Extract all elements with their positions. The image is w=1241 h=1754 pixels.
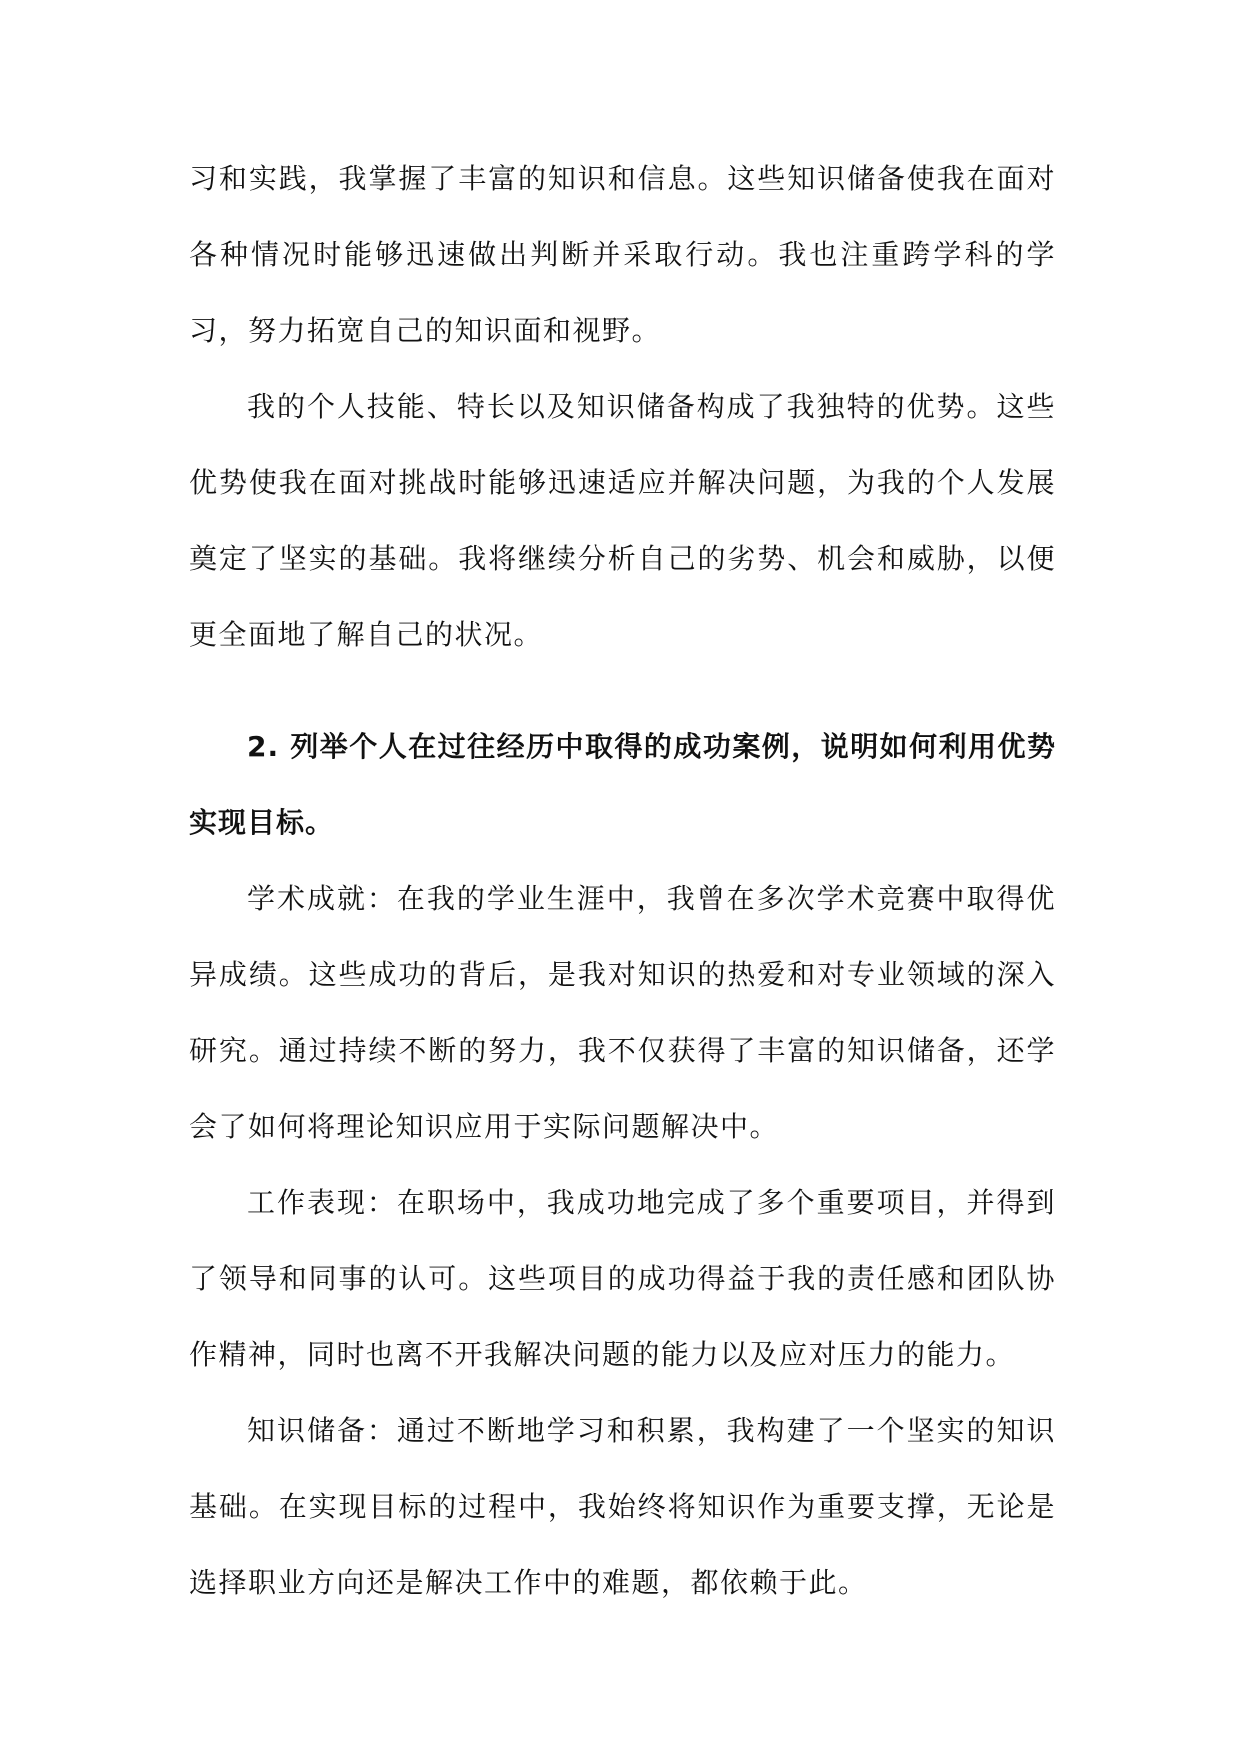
paragraph-continued-study: 习和实践，我掌握了丰富的知识和信息。这些知识储备使我在面对各种情况时能够迅速做出判断并采取行动。我也注重跨学科的学习，努力拓宽自己的知识面和视野。 xyxy=(189,162,1056,347)
paragraph-academic-achievement: 学术成就：在我的学业生涯中，我曾在多次学术竞赛中取得优异成绩。这些成功的背后，是我对知识的热爱和对专业领域的深入研究。通过持续不断的努力，我不仅获得了丰富的知识储备，还学会了如何将理论知识应用于实际问题解决中。 xyxy=(189,882,1056,1143)
document-body xyxy=(189,141,1056,1621)
section-heading: 2. 列举个人在过往经历中取得的成功案例，说明如何利用优势实现目标。 xyxy=(189,730,1056,839)
paragraph-work-performance: 工作表现：在职场中，我成功地完成了多个重要项目，并得到了领导和同事的认可。这些项目的成功得益于我的责任感和团队协作精神，同时也离不开我解决问题的能力以及应对压力的能力。 xyxy=(189,1186,1056,1371)
section-spacer xyxy=(189,673,1056,709)
paragraph-knowledge-reserve: 知识储备：通过不断地学习和积累，我构建了一个坚实的知识基础。在实现目标的过程中，我始终将知识作为重要支撑，无论是选择职业方向还是解决工作中的难题，都依赖于此。 xyxy=(189,1414,1056,1599)
paragraph-strengths-summary: 我的个人技能、特长以及知识储备构成了我独特的优势。这些优势使我在面对挑战时能够迅速适应并解决问题，为我的个人发展奠定了坚实的基础。我将继续分析自己的劣势、机会和威胁，以便更全面地了解自己的状况。 xyxy=(189,390,1056,651)
